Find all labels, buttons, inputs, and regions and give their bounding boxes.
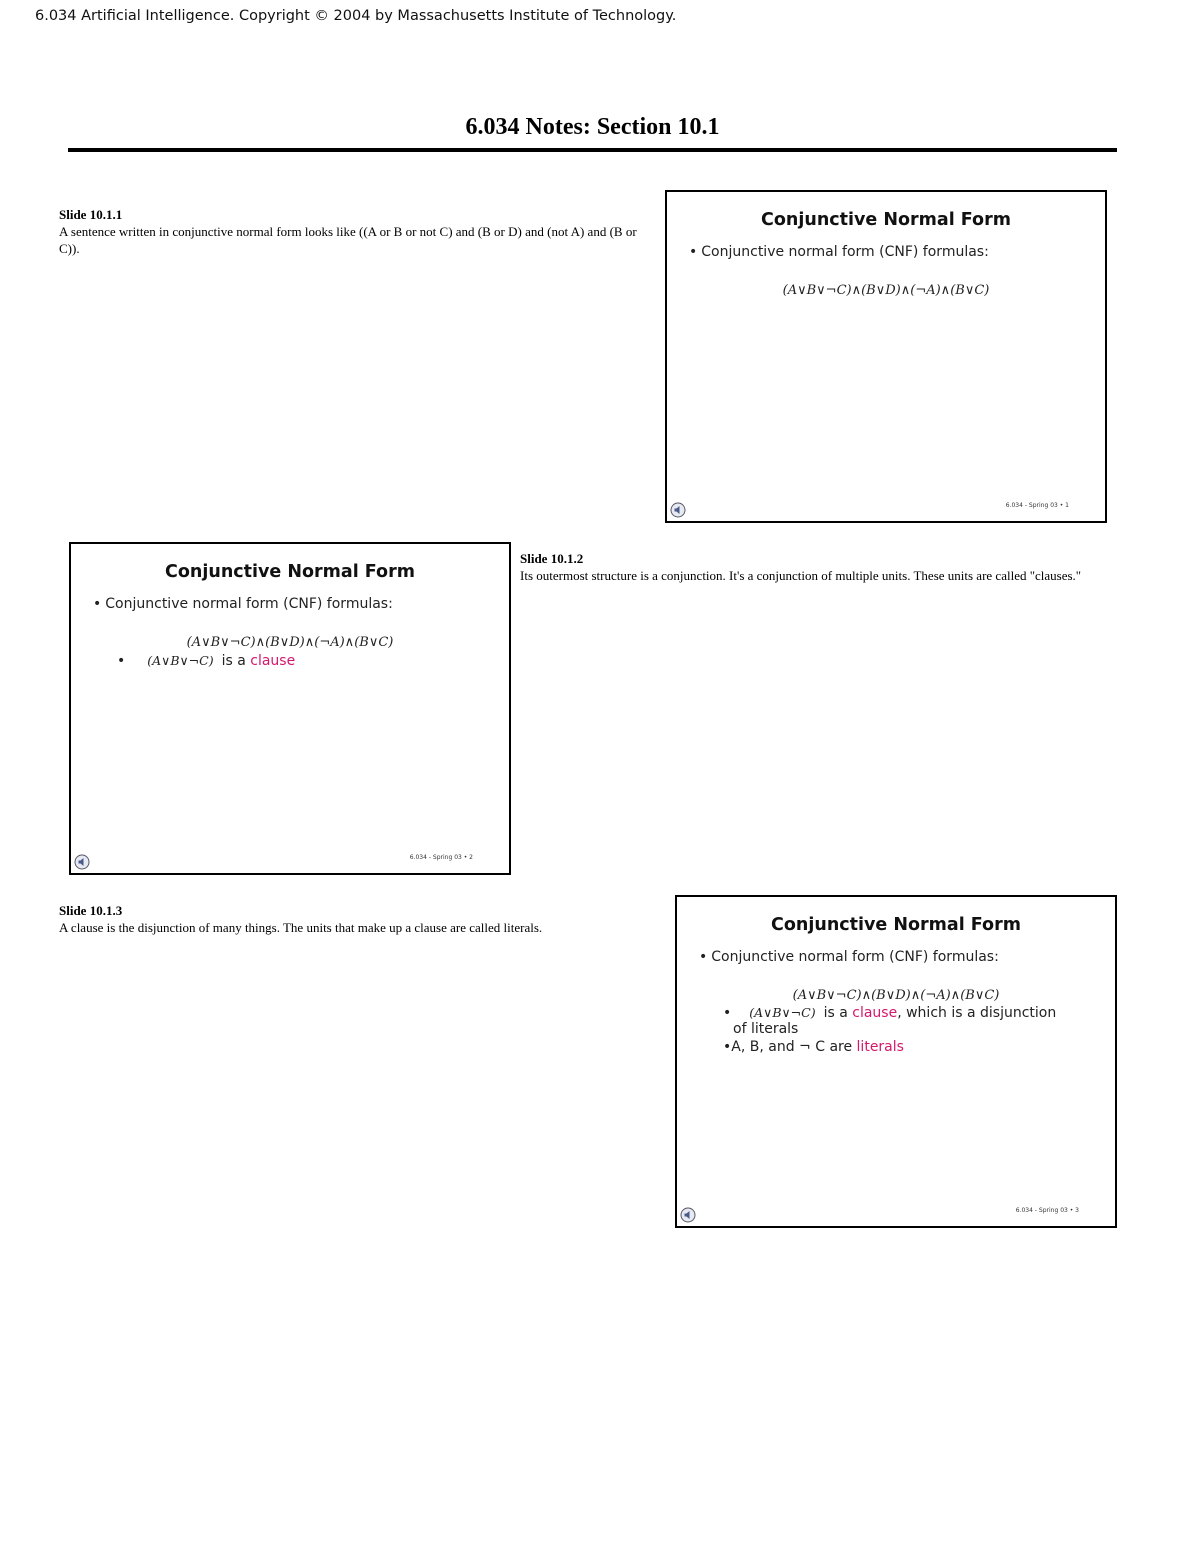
- slide-note-1: [59, 206, 655, 257]
- speaker-icon[interactable]: [670, 502, 686, 518]
- slide-thumbnail-1: [665, 190, 1107, 523]
- slide-title: Conjunctive Normal Form: [165, 562, 415, 582]
- clause-highlight: clause: [250, 653, 296, 669]
- slide-footer: 6.034 - Spring 03 • 3: [1015, 1207, 1079, 1214]
- page-title: 6.034 Notes: Section 10.1: [465, 114, 720, 140]
- sub-bullet-rest: , which is a disjunction: [897, 1005, 1057, 1021]
- sub-bullet-text: is a: [221, 653, 246, 669]
- cnf-formula: (A∨B∨¬C)∧(B∨D)∧(¬A)∧(B∨C): [186, 635, 394, 650]
- sub-bullet-continuation: of literals: [733, 1021, 799, 1037]
- slide-thumbnail-2: [69, 542, 511, 875]
- slide-note-text: A clause is the disjunction of many things. The units that make up a clause are called literals.: [59, 920, 543, 935]
- sub-bullet-clause: • (A∨B∨¬C) is a clause, which is a disjunction: [723, 1005, 1057, 1021]
- sub-bullet-literals: •A, B, and ¬ C are literals: [723, 1039, 904, 1055]
- slide-footer: 6.034 - Spring 03 • 1: [1005, 502, 1069, 509]
- clause-highlight: clause: [852, 1005, 898, 1021]
- speaker-icon[interactable]: [74, 854, 90, 870]
- slide-footer: 6.034 - Spring 03 • 2: [409, 854, 473, 861]
- slide-thumbnail-3: [675, 895, 1117, 1228]
- slide-title: Conjunctive Normal Form: [771, 915, 1021, 935]
- slide-bullet: • Conjunctive normal form (CNF) formulas:: [93, 596, 393, 612]
- slide-bullet: • Conjunctive normal form (CNF) formulas:: [689, 244, 989, 260]
- literals-highlight: literals: [856, 1039, 904, 1055]
- slide-bullet-text: Conjunctive normal form (CNF) formulas:: [105, 596, 393, 612]
- slide-note-3: [59, 902, 655, 936]
- clause-formula: (A∨B∨¬C): [749, 1005, 816, 1020]
- slide-note-label: Slide 10.1.1: [59, 207, 123, 222]
- sub-bullet-clause: • (A∨B∨¬C) is a clause: [117, 653, 296, 669]
- copyright-line: 6.034 Artificial Intelligence. Copyright © 2004 by Massachusetts Institute of Technology.: [35, 8, 677, 24]
- slide-note-text: Its outermost structure is a conjunction. It's a conjunction of multiple units. These units are called "clauses.": [520, 568, 1082, 583]
- cnf-formula: (A∨B∨¬C)∧(B∨D)∧(¬A)∧(B∨C): [792, 988, 1000, 1003]
- slide-note-text: A sentence written in conjunctive normal form looks like ((A or B or not C) and (B or D) and (not A) and (B or C)).: [59, 224, 637, 256]
- slide-title: Conjunctive Normal Form: [761, 210, 1011, 230]
- clause-formula: (A∨B∨¬C): [147, 653, 214, 668]
- title-divider: [68, 148, 1117, 152]
- sub-bullet-text: is a: [823, 1005, 848, 1021]
- speaker-icon[interactable]: [680, 1207, 696, 1223]
- cnf-formula: (A∨B∨¬C)∧(B∨D)∧(¬A)∧(B∨C): [782, 283, 990, 298]
- slide-note-2: [520, 550, 1100, 584]
- slide-bullet-text: Conjunctive normal form (CNF) formulas:: [711, 949, 999, 965]
- slide-bullet: • Conjunctive normal form (CNF) formulas:: [699, 949, 999, 965]
- slide-note-label: Slide 10.1.2: [520, 551, 584, 566]
- sub-bullet-text: A, B, and ¬ C are: [731, 1039, 853, 1055]
- slide-bullet-text: Conjunctive normal form (CNF) formulas:: [701, 244, 989, 260]
- slide-note-label: Slide 10.1.3: [59, 903, 123, 918]
